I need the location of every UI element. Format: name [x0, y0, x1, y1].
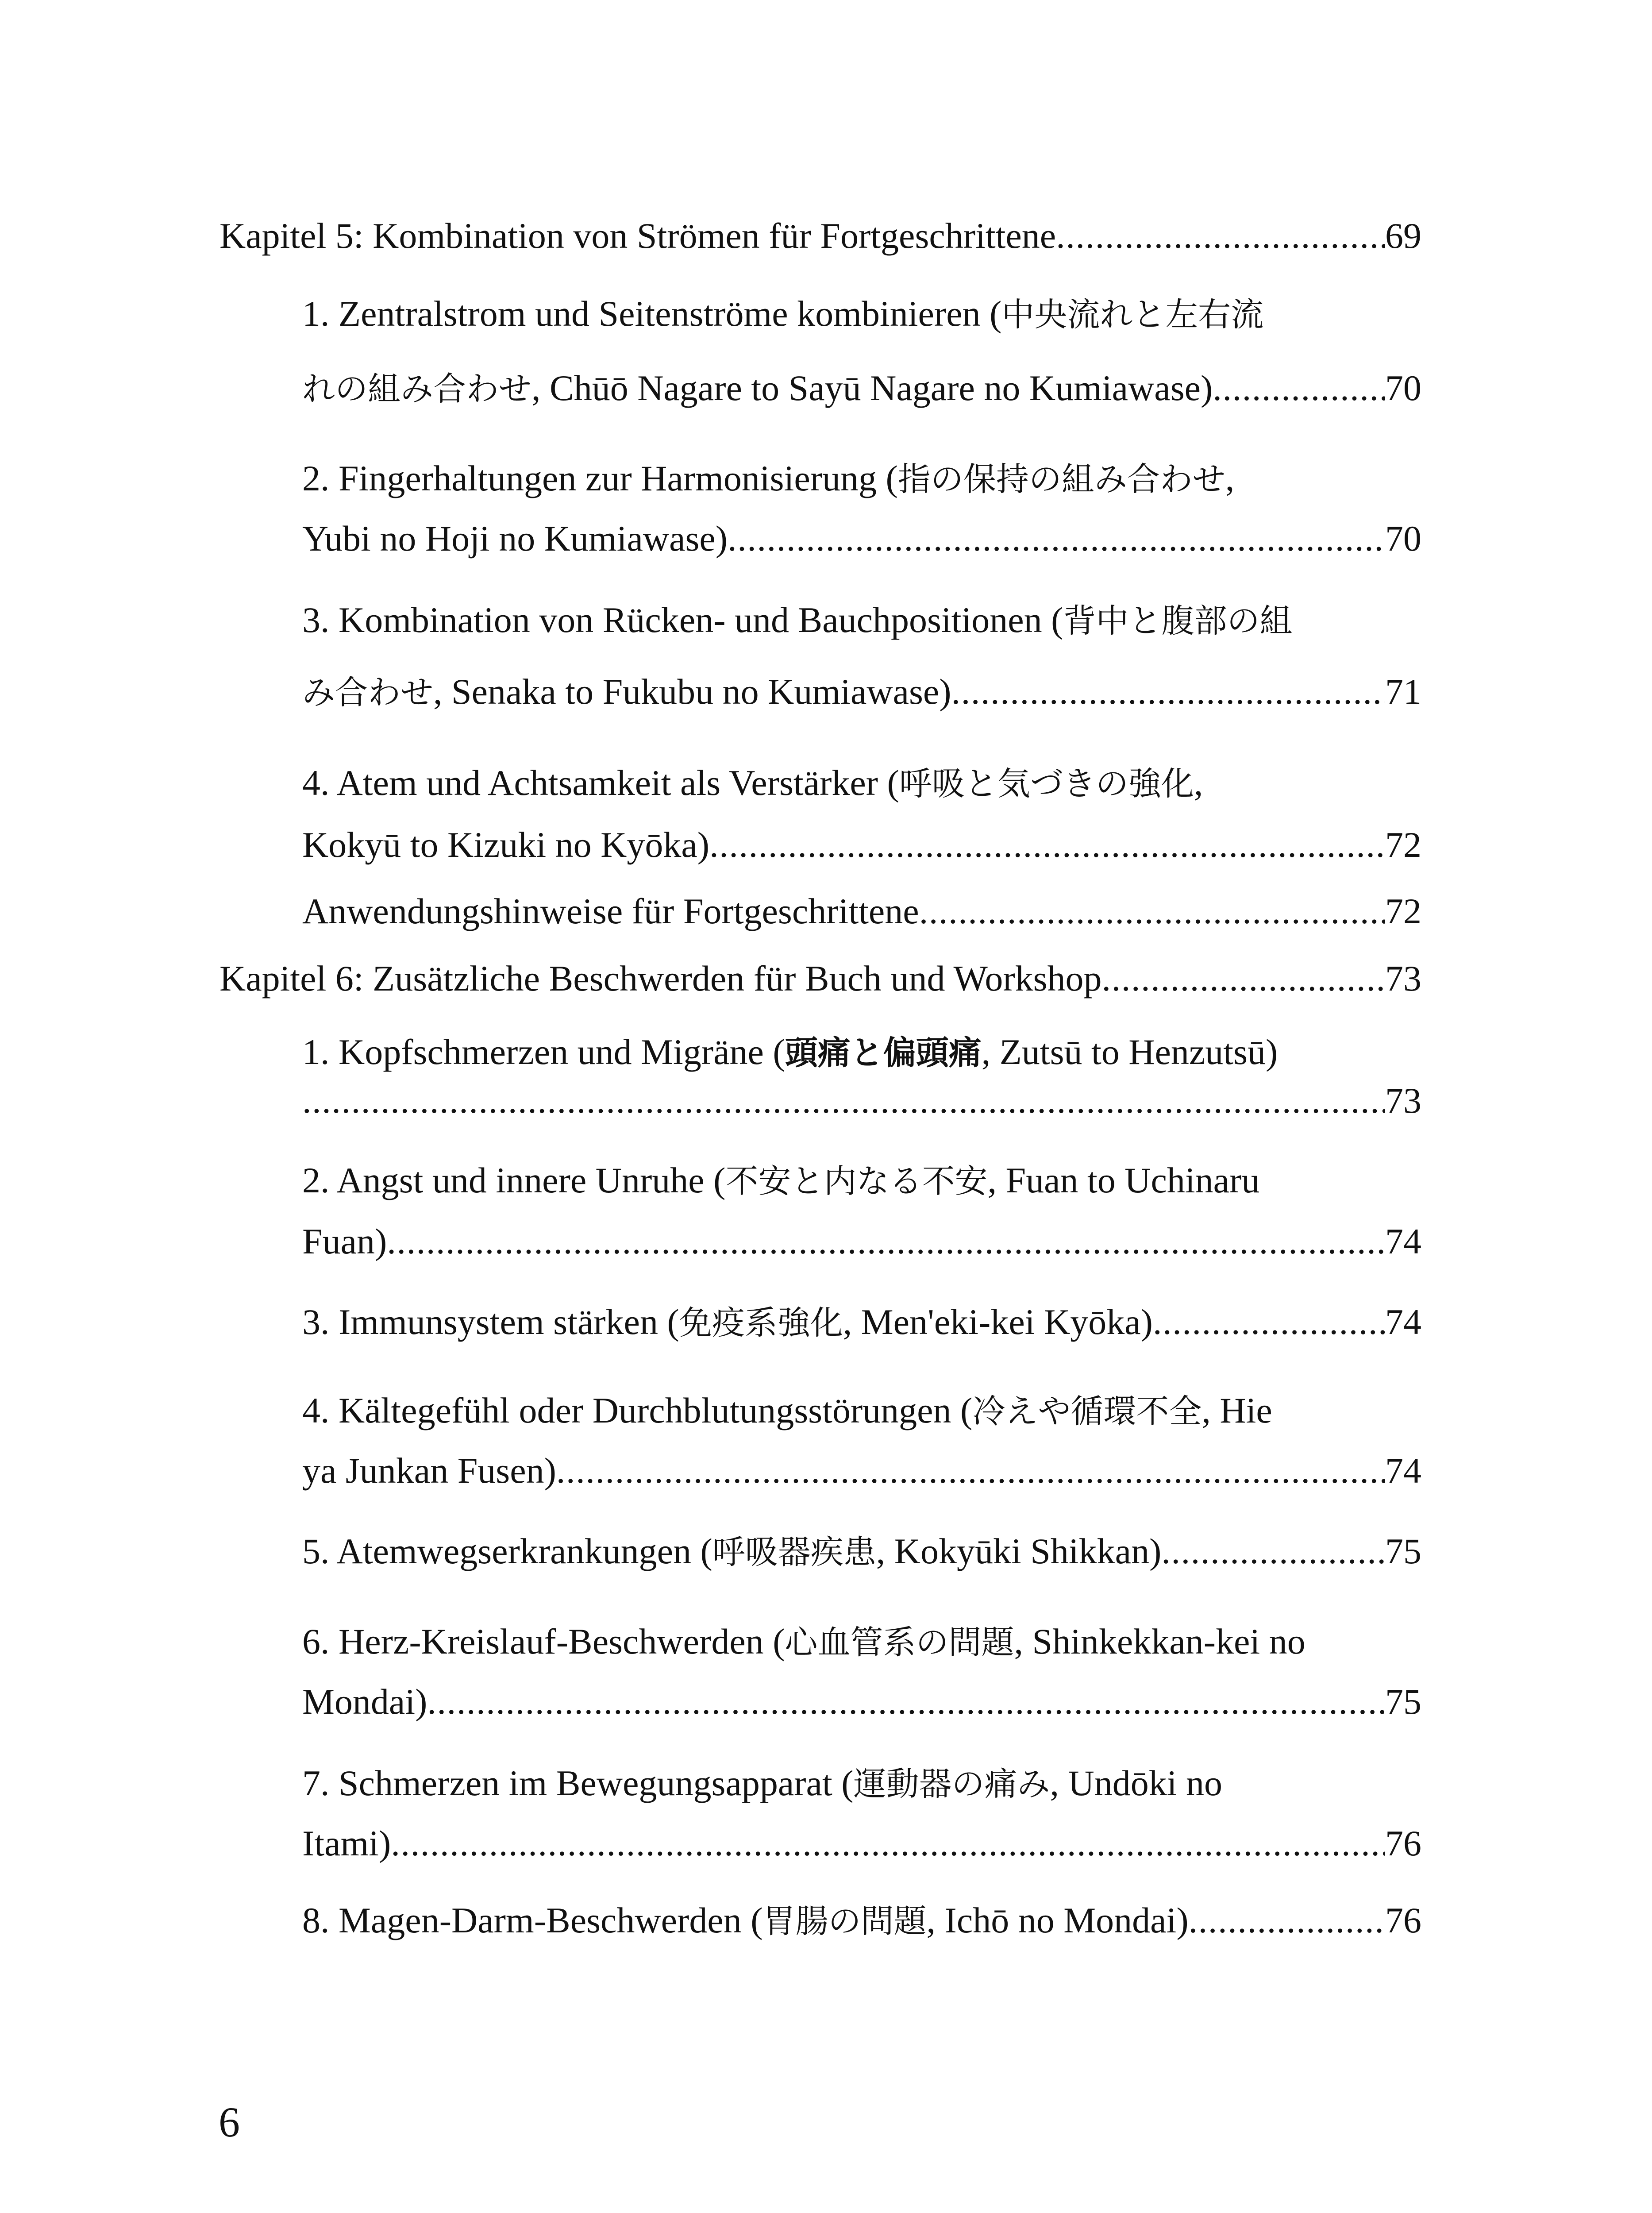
toc-entry-6-5-prefix: 5. Atemwegserkrankungen ( — [302, 1531, 712, 1571]
toc-entry-6-5-text — [302, 1533, 1161, 1569]
toc-entry-6-8-suffix: , Ichō no Mondai) — [926, 1900, 1189, 1940]
toc-entry-5-2-line-1 — [302, 460, 1234, 497]
toc-entry-6-8 — [302, 1902, 1421, 1939]
toc-entry-5-3-continued — [302, 671, 951, 712]
toc-chapter-6-line — [219, 960, 1421, 997]
toc-leader — [728, 520, 1385, 557]
toc-leader — [1161, 1533, 1385, 1569]
toc-entry-6-7-line-1 — [302, 1765, 1222, 1801]
toc-entry-6-4-line-1 — [302, 1392, 1272, 1429]
toc-leader — [387, 1223, 1385, 1260]
toc-entry-6-6-prefix: 6. Herz-Kreislauf-Beschwerden ( — [302, 1621, 785, 1662]
toc-entry-5-1-line-2 — [302, 370, 1421, 406]
toc-entry-5-3-line-1 — [302, 602, 1292, 638]
toc-entry-6-8-japanese: 胃腸の問題 — [762, 1902, 927, 1940]
toc-entry-6-7-japanese: 運動器の痛み — [853, 1765, 1050, 1803]
toc-entry-5-2-text: Yubi no Hoji no Kumiawase) — [302, 518, 728, 559]
toc-entry-5-3-page: 71 — [1385, 671, 1421, 712]
toc-entry-6-6-suffix: , Shinkekkan-kei no — [1014, 1621, 1305, 1662]
toc-entry-6-6-line-1 — [302, 1623, 1305, 1660]
toc-leader — [427, 1684, 1385, 1720]
toc-entry-6-1-suffix: , Zutsū to Henzutsū) — [981, 1032, 1278, 1072]
toc-entry-6-1-japanese: 頭痛と偏頭痛 — [785, 1034, 982, 1072]
toc-entry-6-1-page: 73 — [1385, 1080, 1421, 1121]
toc-entry-6-3-prefix: 3. Immunsystem stärken ( — [302, 1302, 679, 1342]
toc-entry-6-8-text — [302, 1902, 1189, 1939]
toc-entry-6-3-suffix: , Men'eki-kei Kyōka) — [843, 1302, 1153, 1342]
toc-entry-5-3-japanese: 背中と腹部の組 — [1063, 602, 1293, 640]
toc-entry-6-2-page: 74 — [1385, 1221, 1421, 1261]
footer-page-number: 6 — [219, 2098, 240, 2146]
toc-entry-6-7-text: Itami) — [302, 1823, 391, 1863]
toc-entry-6-3-japanese: 免疫系強化 — [679, 1304, 843, 1342]
toc-entry-6-4-page: 74 — [1385, 1450, 1421, 1491]
toc-entry-5-2-page: 70 — [1385, 518, 1421, 559]
toc-entry-6-4-suffix: , Hie — [1201, 1390, 1272, 1430]
toc-entry-6-4-text: ya Junkan Fusen) — [302, 1450, 556, 1491]
toc-entry-6-2-text: Fuan) — [302, 1221, 387, 1261]
toc-entry-6-1-line-1 — [302, 1034, 1278, 1070]
toc-entry-6-5-suffix: , Kokyūki Shikkan) — [876, 1531, 1162, 1571]
toc-entry-5-1-line-1 — [302, 293, 1264, 334]
toc-leader — [1056, 218, 1385, 254]
toc-leader — [1213, 370, 1385, 406]
toc-entry-6-8-prefix: 8. Magen-Darm-Beschwerden ( — [302, 1900, 763, 1940]
toc-entry-5-4-prefix: 4. Atem und Achtsamkeit als Verstärker ( — [302, 763, 899, 803]
toc-entry-5-1-prefix: 1. Zentralstrom und Seitenströme kombinieren ( — [302, 293, 1002, 334]
toc-leader — [709, 827, 1385, 863]
toc-entry-5-1-japanese-continued: れの組み合わせ — [302, 370, 531, 408]
toc-leader — [1189, 1902, 1385, 1939]
toc-entry-6-8-page: 76 — [1385, 1900, 1421, 1940]
toc-leader — [302, 1083, 1385, 1119]
toc-entry-6-7-suffix: , Undōki no — [1050, 1763, 1223, 1803]
toc-entry-5-notes — [302, 893, 1421, 929]
toc-entry-6-2-japanese: 不安と内なる不安 — [725, 1162, 988, 1200]
toc-chapter-6-title: Kapitel 6: Zusätzliche Beschwerden für Buch und Workshop — [219, 958, 1102, 999]
toc-entry-6-2-prefix: 2. Angst und innere Unruhe ( — [302, 1160, 726, 1200]
toc-entry-5-4-japanese: 呼吸と気づきの強化 — [899, 765, 1194, 803]
toc-entry-5-2-prefix: 2. Fingerhaltungen zur Harmonisierung ( — [302, 458, 898, 498]
toc-entry-6-1-prefix: 1. Kopfschmerzen und Migräne ( — [302, 1032, 785, 1072]
toc-entry-5-1-page: 70 — [1385, 368, 1421, 408]
toc-entry-6-7-prefix: 7. Schmerzen im Bewegungsapparat ( — [302, 1763, 854, 1803]
toc-chapter-5-line — [219, 218, 1421, 254]
toc-entry-5-3-prefix: 3. Kombination von Rücken- und Bauchpositionen ( — [302, 600, 1063, 640]
toc-entry-6-5-japanese: 呼吸器疾患 — [712, 1533, 876, 1571]
toc-entry-5-4-line-1 — [302, 765, 1203, 801]
toc-leader — [919, 893, 1385, 929]
toc-entry-5-1-continued — [302, 370, 1213, 406]
toc-leader — [391, 1825, 1385, 1862]
toc-chapter-6-page: 73 — [1385, 958, 1421, 999]
toc-entry-5-3-romanized: , Senaka to Fukubu no Kumiawase) — [433, 671, 951, 712]
toc-entry-6-6-line-2 — [302, 1681, 1421, 1722]
toc-entry-6-4-line-2 — [302, 1450, 1421, 1491]
toc-entry-6-5 — [302, 1533, 1421, 1569]
toc-entry-6-3-text — [302, 1304, 1153, 1340]
toc-entry-5-4-page: 72 — [1385, 825, 1421, 865]
toc-entry-6-2-line-2 — [302, 1223, 1421, 1260]
toc-entry-5-1-japanese: 中央流れと左右流 — [1001, 296, 1264, 334]
toc-entry-6-2-suffix: , Fuan to Uchinaru — [987, 1160, 1260, 1200]
toc-leader — [1102, 960, 1385, 997]
toc-entry-6-6-japanese: 心血管系の問題 — [785, 1623, 1014, 1662]
toc-entry-6-5-page: 75 — [1385, 1531, 1421, 1571]
toc-entry-6-7-line-2 — [302, 1825, 1421, 1862]
toc-entry-6-4-prefix: 4. Kältegefühl oder Durchblutungsstörungen ( — [302, 1390, 973, 1430]
toc-entry-6-6-page: 75 — [1385, 1681, 1421, 1722]
toc-entry-5-2-japanese: 指の保持の組み合わせ — [897, 460, 1225, 498]
toc-entry-6-6-text: Mondai) — [302, 1681, 427, 1722]
toc-leader — [951, 674, 1385, 710]
toc-entry-5-4-line-2 — [302, 827, 1421, 863]
toc-chapter-5-title: Kapitel 5: Kombination von Strömen für Fortgeschrittene — [219, 216, 1056, 256]
toc-entry-5-3-japanese-continued: み合わせ — [302, 674, 433, 712]
toc-entry-6-2-line-1 — [302, 1162, 1259, 1199]
toc-entry-5-4-text: Kokyū to Kizuki no Kyōka) — [302, 825, 710, 865]
toc-entry-5-4-suffix: , — [1194, 763, 1203, 803]
toc-entry-5-2-line-2 — [302, 520, 1421, 557]
toc-entry-5-notes-page: 72 — [1385, 891, 1421, 931]
toc-leader — [556, 1453, 1385, 1489]
toc-entry-6-4-japanese: 冷えや循環不全 — [972, 1392, 1202, 1430]
toc-entry-5-3-line-2 — [302, 671, 1421, 712]
toc-entry-5-2-suffix: , — [1225, 458, 1235, 498]
toc-entry-6-7-page: 76 — [1385, 1823, 1421, 1863]
toc-leader — [1153, 1304, 1385, 1340]
toc-entry-5-notes-text: Anwendungshinweise für Fortgeschrittene — [302, 891, 919, 931]
toc-chapter-5-page: 69 — [1385, 216, 1421, 256]
toc-entry-6-3 — [302, 1304, 1421, 1340]
toc-entry-6-1-line-2 — [302, 1080, 1421, 1121]
toc-entry-6-3-page: 74 — [1385, 1302, 1421, 1342]
toc-entry-5-1-romanized: , Chūō Nagare to Sayū Nagare no Kumiawase) — [531, 368, 1213, 408]
